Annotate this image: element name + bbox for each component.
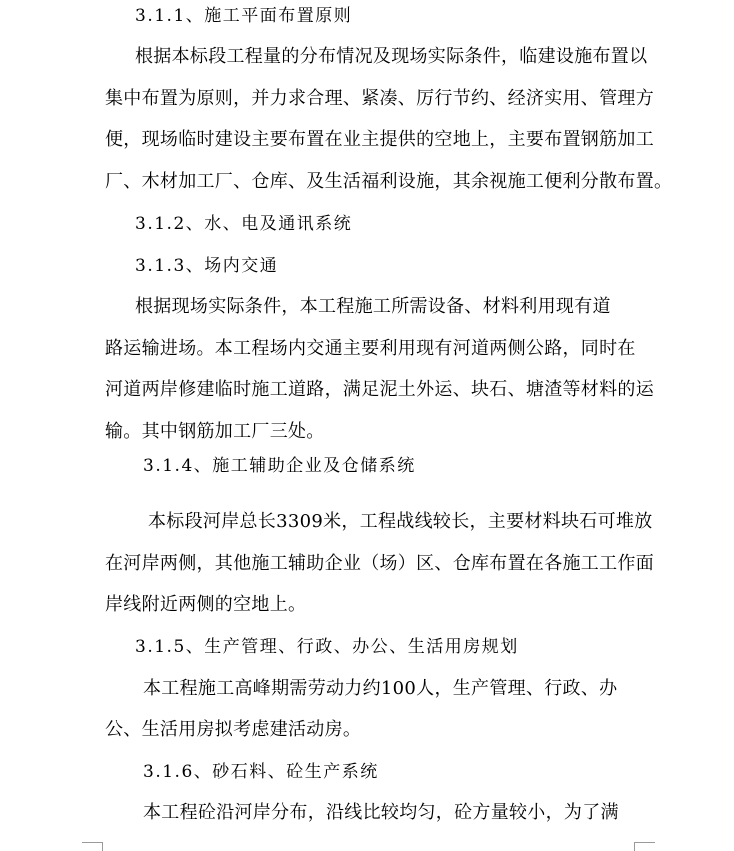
section-heading-3-1-2: 3.1.2、水、电及通讯系统 (135, 214, 353, 234)
paragraph-line: 路运输进场。本工程场内交通主要利用现有河道两侧公路，同时在 (105, 338, 636, 359)
paragraph-line: 根据现场实际条件，本工程施工所需设备、材料利用现有道 (135, 296, 611, 317)
paragraph-line: 便，现场临时建设主要布置在业主提供的空地上，主要布置钢筋加工 (105, 129, 654, 150)
paragraph-line: 本工程施工高峰期需劳动力约100人，生产管理、行政、办 (143, 678, 618, 699)
paragraph-line: 根据本标段工程量的分布情况及现场实际条件，临建设施布置以 (135, 46, 648, 67)
section-heading-3-1-5: 3.1.5、生产管理、行政、办公、生活用房规划 (135, 637, 519, 657)
section-heading-3-1-3: 3.1.3、场内交通 (135, 256, 279, 276)
paragraph-line: 本工程砼沿河岸分布，沿线比较均匀，砼方量较小，为了满 (143, 802, 619, 823)
paragraph-line: 输。其中钢筋加工厂三处。 (105, 421, 325, 442)
section-heading-3-1-1: 3.1.1、施工平面布置原则 (135, 6, 353, 26)
section-heading-3-1-4: 3.1.4、施工辅助企业及仓储系统 (143, 456, 416, 476)
paragraph-line: 在河岸两侧，其他施工辅助企业（场）区、仓库布置在各施工工作面 (105, 553, 654, 574)
section-heading-3-1-6: 3.1.6、砂石料、砼生产系统 (143, 762, 379, 782)
paragraph-line: 集中布置为原则，并力求合理、紧凑、厉行节约、经济实用、管理方 (105, 88, 654, 109)
paragraph-line: 厂、木材加工厂、仓库、及生活福利设施，其余视施工便利分散布置。 (105, 171, 673, 192)
paragraph-line: 岸线附近两侧的空地上。 (105, 594, 307, 615)
paragraph-line: 公、生活用房拟考虑建活动房。 (105, 719, 362, 740)
paragraph-line: 本标段河岸总长3309米，工程战线较长，主要材料块石可堆放 (148, 511, 653, 532)
paragraph-line: 河道两岸修建临时施工道路，满足泥土外运、块石、塘渣等材料的运 (105, 379, 654, 400)
